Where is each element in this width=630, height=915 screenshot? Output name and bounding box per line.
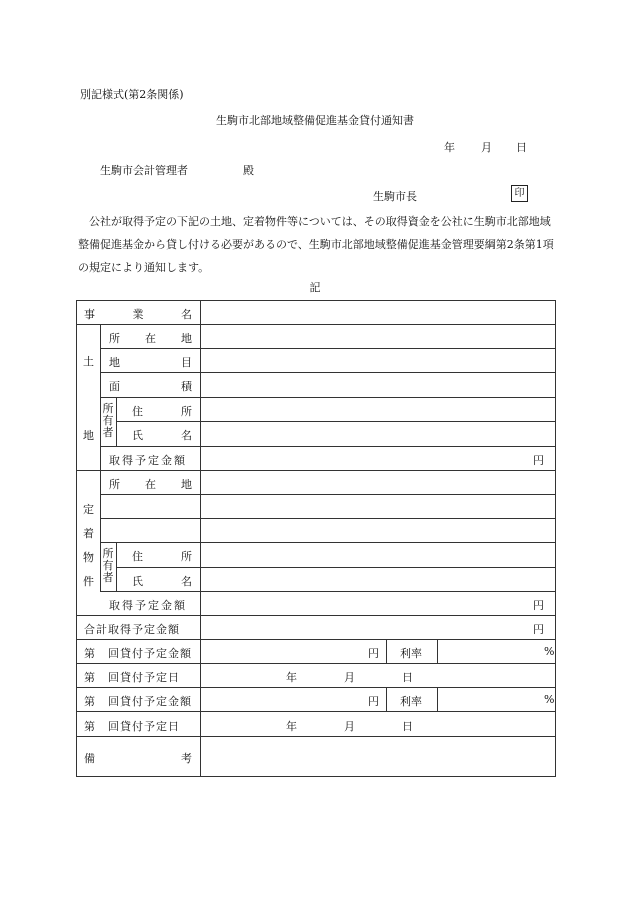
label-char: 所 xyxy=(109,478,120,491)
document-title: 生駒市北部地域整備促進基金貸付通知書 xyxy=(216,114,414,127)
label-char: 住 xyxy=(132,405,143,418)
rule xyxy=(100,348,556,349)
group-land-bottom: 地 xyxy=(83,429,94,442)
rule xyxy=(116,567,556,568)
label-fixture-planned-amount: 取得予定金額 xyxy=(109,599,187,612)
loan2-day: 日 xyxy=(402,671,413,684)
label-land-location xyxy=(109,330,192,346)
addressee-name: 生駒市会計管理者 xyxy=(100,164,188,177)
ki-heading: 記 xyxy=(309,281,321,294)
rule xyxy=(76,663,556,664)
loan3-dai: 第 xyxy=(84,695,95,708)
label-land-owner: 所有者 xyxy=(102,402,114,439)
rule xyxy=(76,639,556,640)
loan1-dai: 第 xyxy=(84,647,95,660)
loan4-year: 年 xyxy=(286,720,297,733)
body-text: 公社が取得予定の下記の土地、定着物件等については、その取得資金を公社に生駒市北部地域整備促進基金から貸し付ける必要があるので、生駒市北部地域整備促進基金管理要綱第2条第1項の規定により通知します。 xyxy=(78,215,554,274)
rule xyxy=(100,494,556,495)
date-day: 日 xyxy=(516,141,527,154)
loan2-dai: 第 xyxy=(84,671,95,684)
label-char: 面 xyxy=(109,380,120,393)
label-land-owner-address xyxy=(132,403,192,419)
loan4-dai: 第 xyxy=(84,720,95,733)
loan3-rate-label: 利率 xyxy=(400,695,422,708)
notification-form-table xyxy=(76,300,556,776)
seal-stamp: 印 xyxy=(511,185,528,202)
loan2-month: 月 xyxy=(344,671,355,684)
label-fixture-owner-name xyxy=(132,573,192,589)
owner-column-divider xyxy=(116,542,117,591)
loan1-label: 回貸付予定金額 xyxy=(108,647,192,660)
rate-divider xyxy=(437,687,438,711)
label-char: 地 xyxy=(181,478,192,491)
rule xyxy=(100,446,556,447)
label-fixture-owner: 所有者 xyxy=(102,547,114,584)
fixture-amount-unit: 円 xyxy=(533,599,544,612)
group-land-top: 土 xyxy=(83,355,94,368)
label-fixture-owner-address xyxy=(132,548,192,564)
rule xyxy=(100,397,556,398)
label-char: 名 xyxy=(181,575,192,588)
table-border-left xyxy=(76,300,77,776)
label-remarks xyxy=(84,750,192,766)
loan3-label: 回貸付予定金額 xyxy=(108,695,192,708)
sender-name: 生駒市長 xyxy=(373,190,417,203)
loan1-percent: % xyxy=(544,645,555,658)
body-paragraph xyxy=(78,210,558,279)
label-char: 備 xyxy=(84,752,95,765)
label-char: 氏 xyxy=(132,575,143,588)
rule xyxy=(116,421,556,422)
addressee-honorific: 殿 xyxy=(243,164,254,177)
rule xyxy=(76,687,556,688)
label-total-planned-amount: 合計取得予定金額 xyxy=(84,623,180,636)
loan3-yen: 円 xyxy=(368,695,379,708)
group-fixture-1: 定 xyxy=(83,503,94,516)
rule xyxy=(100,518,556,519)
rule xyxy=(100,542,556,543)
rate-divider xyxy=(437,639,438,663)
rule xyxy=(100,591,556,592)
label-column-divider xyxy=(200,300,201,777)
label-project-name xyxy=(84,306,192,322)
label-char: 所 xyxy=(181,550,192,563)
rule xyxy=(76,615,556,616)
label-char: 所 xyxy=(109,332,120,345)
rate-divider xyxy=(386,639,387,663)
rule xyxy=(100,372,556,373)
loan1-yen: 円 xyxy=(368,647,379,660)
group-fixture-4: 件 xyxy=(83,575,94,588)
group-fixture-3: 物 xyxy=(83,551,94,564)
label-char: 業 xyxy=(132,308,144,321)
loan4-month: 月 xyxy=(344,720,355,733)
label-land-category xyxy=(109,354,192,370)
table-border-bottom xyxy=(76,776,556,777)
loan4-day: 日 xyxy=(402,720,413,733)
loan3-percent: % xyxy=(544,693,555,706)
loan2-year: 年 xyxy=(286,671,297,684)
date-year: 年 xyxy=(444,141,455,154)
label-land-area xyxy=(109,378,192,394)
group-fixture-2: 着 xyxy=(83,527,94,540)
rule xyxy=(76,711,556,712)
loan2-label: 回貸付予定日 xyxy=(108,671,180,684)
label-land-owner-name xyxy=(132,427,192,443)
label-fixture-location xyxy=(109,476,192,492)
label-char: 氏 xyxy=(132,429,143,442)
land-amount-unit: 円 xyxy=(533,454,544,467)
date-month: 月 xyxy=(481,141,492,154)
label-char: 所 xyxy=(181,405,192,418)
label-char: 考 xyxy=(181,752,192,765)
label-char: 目 xyxy=(181,356,192,369)
label-char: 名 xyxy=(181,308,192,321)
label-char: 住 xyxy=(132,550,143,563)
table-border-top xyxy=(76,300,556,301)
label-char: 事 xyxy=(84,308,95,321)
total-amount-unit: 円 xyxy=(533,623,544,636)
loan1-rate-label: 利率 xyxy=(400,647,422,660)
label-char: 名 xyxy=(181,429,192,442)
form-reference: 別記様式(第2条関係) xyxy=(80,88,184,101)
label-char: 地 xyxy=(181,332,192,345)
loan4-label: 回貸付予定日 xyxy=(108,720,180,733)
rate-divider xyxy=(386,687,387,711)
rule xyxy=(76,470,556,471)
label-land-planned-amount: 取得予定金額 xyxy=(109,454,187,467)
owner-column-divider xyxy=(116,397,117,446)
label-char: 地 xyxy=(109,356,120,369)
label-char: 積 xyxy=(181,380,192,393)
rule xyxy=(76,736,556,737)
rule xyxy=(76,324,556,325)
label-char: 在 xyxy=(145,478,156,491)
label-char: 在 xyxy=(145,332,156,345)
